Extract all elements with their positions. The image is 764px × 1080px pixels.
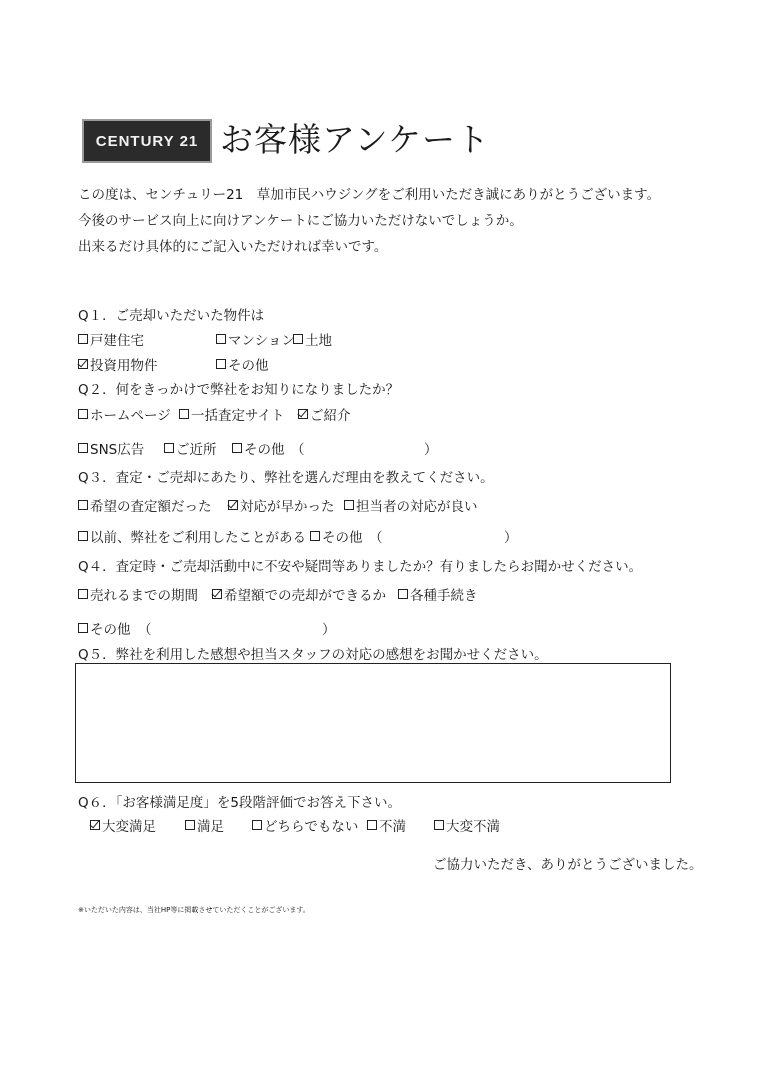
checkbox-checked-icon[interactable] [90,820,100,830]
q3-option-other[interactable]: その他 [310,526,363,546]
checkbox-icon[interactable] [78,334,88,344]
checkbox-checked-icon[interactable] [298,409,308,419]
q1-option-detached-house[interactable]: 戸建住宅 [78,329,144,349]
footnote: ※いただいた内容は、当社HP等に掲載させていただくことがございます。 [78,906,310,914]
survey-title: お客様アンケート [220,120,491,159]
q2-other-open-paren: （ [291,442,305,458]
q3-option-used-before[interactable]: 以前、弊社をご利用したことがある [78,526,306,546]
q4-other-close-paren: ） [322,622,336,638]
q2-option-bulk-site[interactable]: 一括査定サイト [179,404,285,424]
checkbox-checked-icon[interactable] [78,359,88,369]
q2-other-close-paren: ） [424,442,438,458]
checkbox-icon[interactable] [310,531,320,541]
q3-other-close-paren: ） [504,530,518,546]
checkbox-icon[interactable] [252,820,262,830]
q4-option-procedures[interactable]: 各種手続き [398,584,478,604]
q6-option-very-satisfied[interactable]: 大変満足 [90,815,156,835]
checkbox-checked-icon[interactable] [212,589,222,599]
checkbox-icon[interactable] [179,409,189,419]
q2-option-other[interactable]: その他 [232,438,285,458]
q3-option-good-staff[interactable]: 担当者の対応が良い [344,495,478,515]
q3-other-open-paren: （ [369,530,383,546]
checkbox-icon[interactable] [78,589,88,599]
checkbox-icon[interactable] [78,623,88,633]
intro-line-3: 出来るだけ具体的にご記入いただければ幸いです。 [78,239,388,255]
q2-option-sns[interactable]: SNS広告 [78,438,144,458]
q4-option-desired-price-sale[interactable]: 希望額での売却ができるか [212,584,386,604]
closing-thanks: ご協力いただき、ありがとうございました。 [433,857,703,873]
checkbox-icon[interactable] [78,409,88,419]
q1-option-other[interactable]: その他 [216,354,269,374]
checkbox-icon[interactable] [293,334,303,344]
intro-line-1: この度は、センチュリー21 草加市民ハウジングをご利用いただき誠にありがとうございます。 [78,187,661,203]
q4-question: Q４．査定時・ご売却活動中に不安や疑問等ありましたか？有りましたらお聞かせください。 [78,559,643,575]
checkbox-checked-icon[interactable] [228,500,238,510]
q3-option-desired-price[interactable]: 希望の査定額だった [78,495,212,515]
q6-option-dissatisfied[interactable]: 不満 [367,815,406,835]
century21-logo: CENTURY 21 [82,119,212,163]
checkbox-icon[interactable] [185,820,195,830]
q1-option-investment[interactable]: 投資用物件 [78,354,158,374]
checkbox-icon[interactable] [216,334,226,344]
q4-option-sale-period[interactable]: 売れるまでの期間 [78,584,198,604]
q3-option-quick-response[interactable]: 対応が早かった [228,495,335,515]
intro-line-2: 今後のサービス向上に向けアンケートにご協力いただけないでしょうか。 [78,213,523,229]
q1-question: Q１．ご売却いただいた物件は [78,308,265,324]
q1-option-mansion[interactable]: マンション [216,329,295,349]
q6-question: Q６．「お客様満足度」を5段階評価でお答え下さい。 [78,795,401,811]
q2-question: Q２．何をきっかけで弊社をお知りになりましたか？ [78,382,400,398]
q6-option-satisfied[interactable]: 満足 [185,815,224,835]
q3-question: Q３．査定・ご売却にあたり、弊社を選んだ理由を教えてください。 [78,470,494,486]
q5-answer-box[interactable] [75,663,671,783]
q1-option-land[interactable]: 土地 [293,329,332,349]
q4-option-other[interactable]: その他 [78,618,131,638]
checkbox-icon[interactable] [164,443,174,453]
q4-other-open-paren: （ [138,622,152,638]
q6-option-neutral[interactable]: どちらでもない [252,815,358,835]
checkbox-icon[interactable] [344,500,354,510]
q2-option-homepage[interactable]: ホームページ [78,404,171,424]
q5-question: Q５．弊社を利用した感想や担当スタッフの対応の感想をお聞かせください。 [78,647,548,663]
q2-option-referral[interactable]: ご紹介 [298,404,351,424]
checkbox-icon[interactable] [434,820,444,830]
q6-option-very-dissatisfied[interactable]: 大変不満 [434,815,500,835]
checkbox-icon[interactable] [367,820,377,830]
checkbox-icon[interactable] [78,531,88,541]
q2-option-neighbor[interactable]: ご近所 [164,438,217,458]
checkbox-icon[interactable] [78,500,88,510]
checkbox-icon[interactable] [216,359,226,369]
checkbox-icon[interactable] [232,443,242,453]
checkbox-icon[interactable] [78,443,88,453]
checkbox-icon[interactable] [398,589,408,599]
